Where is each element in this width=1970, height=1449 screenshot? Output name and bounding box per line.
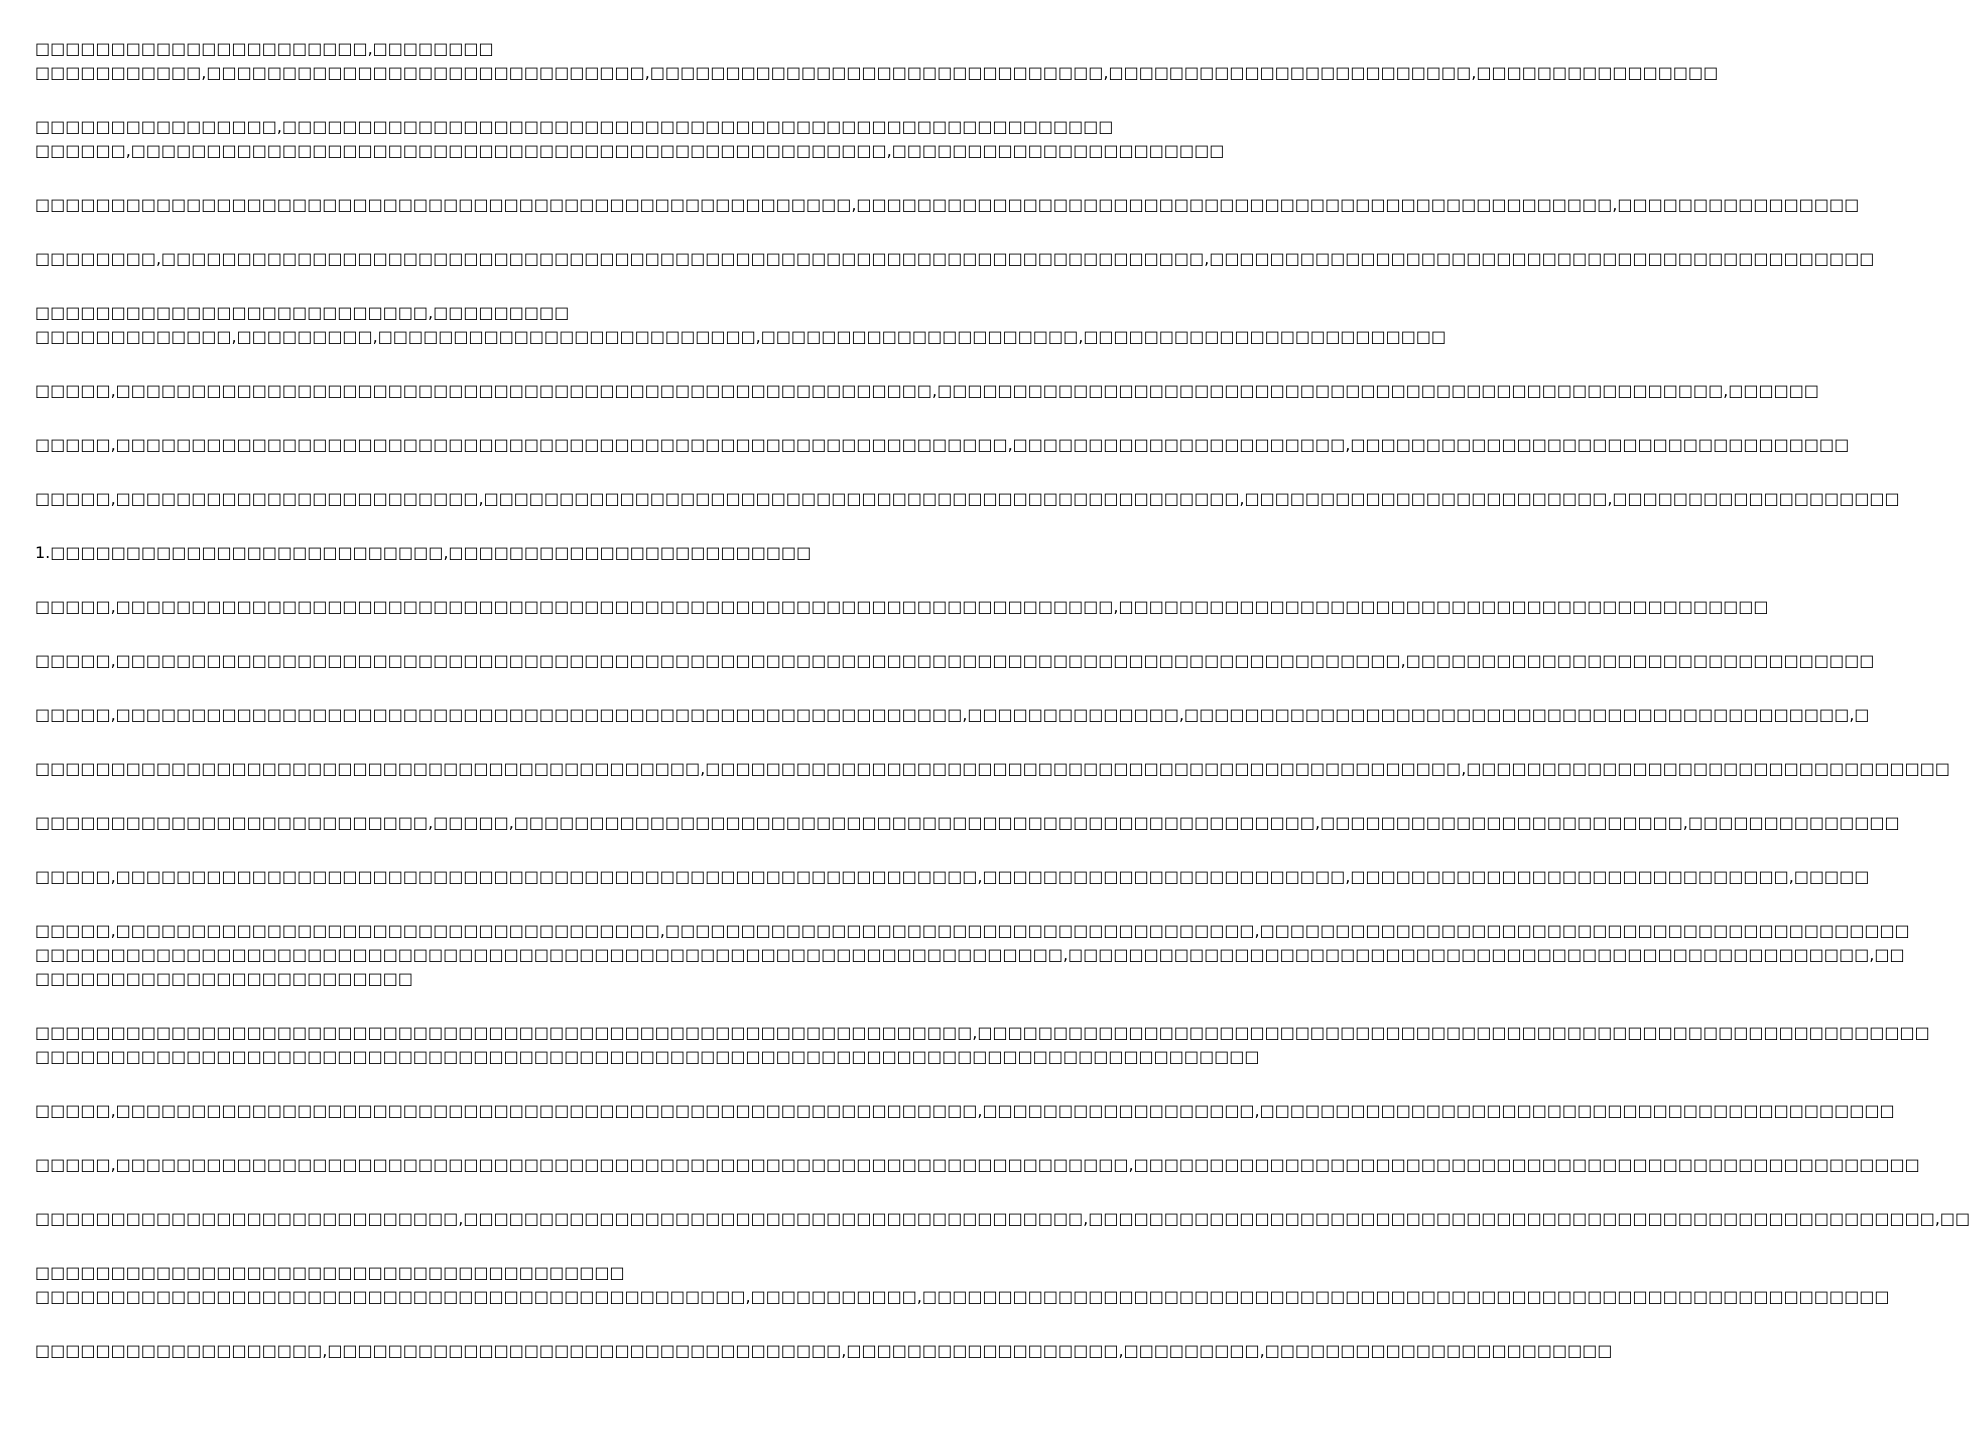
paragraph-line: 1.□□□□□□□□□□□□□□□□□□□□□□□□□□,□□□□□□□□□□□□□□□□□□□□□□□□: [35, 543, 812, 562]
paragraph-line: □□□□□□□□□□□□□□□□□□□□□□□□□□□□□□□□□□□□□□□: [35, 1263, 625, 1282]
paragraph-line: □□□□□,□□□□□□□□□□□□□□□□□□□□□□□□□□□□□□□□□□□□□□□□□□□□□□□□□□□□□□□□□□□□□□□□□□□,□□□□□□□□□□□□□□□□□□□□□□□□□□□□□□□□□□□□□□□□□□□□□□□□□□□□: [35, 1155, 1920, 1174]
paragraph: [35, 1153, 1920, 1177]
paragraph: [35, 541, 990, 565]
paragraph-line: □□□□□□□□□□□,□□□□□□□□□□□□□□□□□□□□□□□□□□□□□,□□□□□□□□□□□□□□□□□□□□□□□□□□□□□□,□□□□□□□□□□□□□□□□□□□□□□□□,□□□□□□□□□□□□□□□□: [35, 63, 1719, 82]
paragraph-line: □□□□□□□□□□□□□□□□□□□□□□□□□□□□□□□□□□□□□□□□□□□□□□□□□□□□□□□□□□□□□□□□□□□□,□□□□□□□□□□□□□□□□□□□□□□□□□□□□□□□□□□□□□□□□□□□□□□□□□□□□□,□□: [35, 945, 1905, 964]
paragraph: [35, 1207, 1970, 1231]
paragraph-line: □□□□□□□□□□□□□□□□□□□□□□□□□□,□□□□□□□□□: [35, 303, 570, 322]
paragraph-line: □□□□□,□□□□□□□□□□□□□□□□□□□□□□□□□□□□□□□□□□□□□□□□□□□□□□□□□□□□□□□□□,□□□□□□□□□□□□□□□□□□,□□□□□□□□□□□□□□□□□□□□□□□□□□□□□□□□□□□□□□□□□□: [35, 1101, 1895, 1120]
paragraph-line: □□□□□□□□□□□□□□□□□□□□□□□□□: [35, 969, 413, 988]
paragraph-line: □□□□□□□□□□□□□□□□□□□□□□□□□□□□□□□□□□□□□□□□□□□□□□□,□□□□□□□□□□□,□□□□□□□□□□□□□□□□□□□□□□□□□□□□□□□□□□□□□□□□□□□□□□□□□□□□□□□□□□□□□□□□: [35, 1287, 1890, 1306]
paragraph: [35, 1261, 1890, 1309]
paragraph-line: □□□□□,□□□□□□□□□□□□□□□□□□□□□□□□□□□□□□□□□□□□□□□□□□□□□□□□□□□□□□,□□□□□□□□□□□□□□□□□□□□□□□□□□□□□□□□□□□□□□□□□□□□□□□□□□□□,□□□□□□: [35, 381, 1819, 400]
paragraph: [35, 379, 1819, 403]
paragraph-line: □□□□□□□□□□□□□□□□□□□□□□□□□□□□,□□□□□□□□□□□□□□□□□□□□□□□□□□□□□□□□□□□□□□□□□,□□□□□□□□□□□□□□□□□□□□□□□□□□□□□□□□□□□□□□□□□□□□□□□□□□□□□□□□,□□: [35, 1209, 1970, 1228]
paragraph: [35, 811, 1900, 835]
paragraph: [35, 1339, 1613, 1363]
paragraph-line: □□□□□□,□□□□□□□□□□□□□□□□□□□□□□□□□□□□□□□□□□□□□□□□□□□□□□□□□□,□□□□□□□□□□□□□□□□□□□□□□: [35, 141, 1225, 160]
paragraph: [35, 703, 1870, 727]
paragraph: [35, 487, 1900, 511]
paragraph: [35, 115, 1225, 163]
paragraph-line: □□□□□□□□□□□□□□□□□□□□□□,□□□□□□□□: [35, 39, 494, 58]
paragraph: [35, 1099, 1895, 1123]
document-body: [35, 37, 1970, 1393]
paragraph-line: □□□□□,□□□□□□□□□□□□□□□□□□□□□□□□,□□□□□□□□□□□□□□□□□□□□□□□□□□□□□□□□□□□□□□□□□□□□□□□□□□,□□□□□□□□□□□□□□□□□□□□□□□□,□□□□□□□□□□□□□□□□□□□: [35, 489, 1900, 508]
paragraph-line: □□□□□□□□□□□□□□□□□□□,□□□□□□□□□□□□□□□□□□□□□□□□□□□□□□□□□□,□□□□□□□□□□□□□□□□□□,□□□□□□□□□,□□□□□□□□□□□□□□□□□□□□□□□: [35, 1341, 1613, 1360]
paragraph-line: □□□□□□□□□□□□□□□□□□□□□□□□□□□□□□□□□□□□□□□□□□□□□□□□□□□□□□□□□□□□□□,□□□□□□□□□□□□□□□□□□□□□□□□□□□□□□□□□□□□□□□□□□□□□□□□□□□□□□□□□□□□□□□: [35, 1023, 1930, 1042]
paragraph-line: □□□□□,□□□□□□□□□□□□□□□□□□□□□□□□□□□□□□□□□□□□□□□□□□□□□□□□□□□□□□□□,□□□□□□□□□□□□□□,□□□□□□□□□□□□□□□□□□□□□□□□□□□□□□□□□□□□□□□□□□□□,□: [35, 705, 1870, 724]
paragraph-line: □□□□□,□□□□□□□□□□□□□□□□□□□□□□□□□□□□□□□□□□□□□□□□□□□□□□□□□□□□□□□□□□□□□□□□□□,□□□□□□□□□□□□□□□□□□□□□□□□□□□□□□□□□□□□□□□□□□□: [35, 597, 1769, 616]
paragraph-line: □□□□□,□□□□□□□□□□□□□□□□□□□□□□□□□□□□□□□□□□□□□□□□□□□□□□□□□□□□□□□□□,□□□□□□□□□□□□□□□□□□□□□□□□,□□□□□□□□□□□□□□□□□□□□□□□□□□□□□,□□□□□: [35, 867, 1870, 886]
paragraph-line: □□□□□□□□□□□□□□□□,□□□□□□□□□□□□□□□□□□□□□□□□□□□□□□□□□□□□□□□□□□□□□□□□□□□□□□□: [35, 117, 1114, 136]
paragraph-line: □□□□□□□□,□□□□□□□□□□□□□□□□□□□□□□□□□□□□□□□□□□□□□□□□□□□□□□□□□□□□□□□□□□□□□□□□□□□□□,□□□□□□□□□□□□□□□□□□□□□□□□□□□□□□□□□□□□□□□□□□□□: [35, 249, 1875, 268]
paragraph-line: □□□□□□□□□□□□□□□□□□□□□□□□□□□□□□□□□□□□□□□□□□□□,□□□□□□□□□□□□□□□□□□□□□□□□□□□□□□□□□□□□□□□□□□□□□□□□□□,□□□□□□□□□□□□□□□□□□□□□□□□□□□□□□□□: [35, 759, 1950, 778]
paragraph-line: □□□□□□□□□□□□□□□□□□□□□□□□□□□□□□□□□□□□□□□□□□□□□□□□□□□□□□,□□□□□□□□□□□□□□□□□□□□□□□□□□□□□□□□□□□□□□□□□□□□□□□□□□,□□□□□□□□□□□□□□□□: [35, 195, 1860, 214]
paragraph-line: □□□□□□□□□□□□□□□□□□□□□□□□□□□□□□□□□□□□□□□□□□□□□□□□□□□□□□□□□□□□□□□□□□□□□□□□□□□□□□□□□: [35, 1047, 1260, 1066]
paragraph: [35, 1021, 1930, 1069]
paragraph-line: □□□□□,□□□□□□□□□□□□□□□□□□□□□□□□□□□□□□□□□□□□□□□□□□□□□□□□□□□□□□□□□□□□□□□□□□□□□□□□□□□□□□□□□□□□□,□□□□□□□□□□□□□□□□□□□□□□□□□□□□□□□: [35, 651, 1875, 670]
paragraph: [35, 433, 1850, 457]
paragraph: [35, 865, 1870, 889]
paragraph: [35, 595, 1769, 619]
paragraph-line: □□□□□□□□□□□□□□□□□□□□□□□□□□,□□□□□,□□□□□□□□□□□□□□□□□□□□□□□□□□□□□□□□□□□□□□□□□□□□□□□□□□□□□,□□□□□□□□□□□□□□□□□□□□□□□□,□□□□□□□□□□□□□□: [35, 813, 1900, 832]
paragraph: [35, 649, 1875, 673]
paragraph: [35, 247, 1875, 271]
paragraph: [35, 919, 1910, 991]
paragraph: [35, 757, 1950, 781]
paragraph: [35, 193, 1860, 217]
paragraph-line: □□□□□□□□□□□□□,□□□□□□□□□,□□□□□□□□□□□□□□□□□□□□□□□□□,□□□□□□□□□□□□□□□□□□□□□,□□□□□□□□□□□□□□□□□□□□□□□□: [35, 327, 1447, 346]
paragraph-line: □□□□□,□□□□□□□□□□□□□□□□□□□□□□□□□□□□□□□□□□□□□□□□□□□□□□□□□□□□□□□□□□□,□□□□□□□□□□□□□□□□□□□□□□,□□□□□□□□□□□□□□□□□□□□□□□□□□□□□□□□□: [35, 435, 1850, 454]
paragraph: [35, 301, 1447, 349]
paragraph: [35, 37, 1719, 85]
paragraph-line: □□□□□,□□□□□□□□□□□□□□□□□□□□□□□□□□□□□□□□□□□□,□□□□□□□□□□□□□□□□□□□□□□□□□□□□□□□□□□□□□□□,□□□□□□□□□□□□□□□□□□□□□□□□□□□□□□□□□□□□□□□□□□□: [35, 921, 1910, 940]
